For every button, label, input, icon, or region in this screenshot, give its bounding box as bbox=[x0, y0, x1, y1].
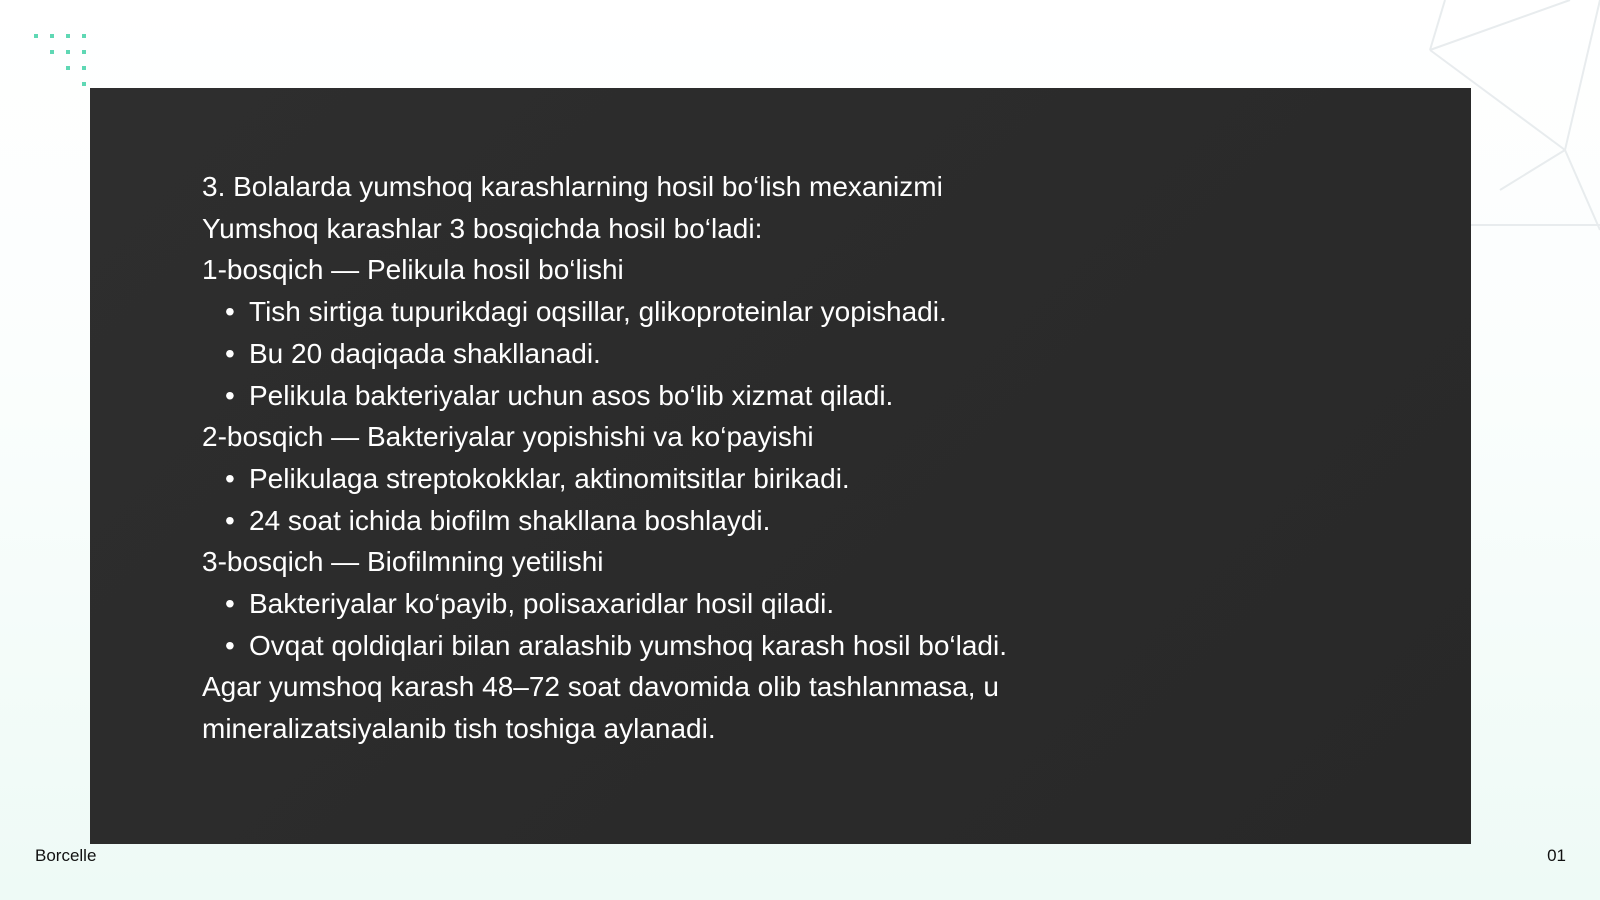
page-number: 01 bbox=[1547, 846, 1566, 865]
stage-2 bbox=[202, 416, 1202, 541]
bullet-item: • 24 soat ichida biofilm shakllana boshlaydi. bbox=[202, 500, 1202, 542]
stage-bullets bbox=[202, 583, 1202, 666]
stage-3 bbox=[202, 541, 1202, 666]
slide-conclusion: Agar yumshoq karash 48–72 soat davomida olib tashlanmasa, u mineralizatsiyalanib tish toshiga aylanadi. bbox=[202, 671, 999, 745]
bullet-item: • Pelikula bakteriyalar uchun asos bo‘lib xizmat qiladi. bbox=[202, 375, 1202, 417]
bullet-item: • Tish sirtiga tupurikdagi oqsillar, glikoproteinlar yopishadi. bbox=[202, 291, 1202, 333]
dot-grid-decoration bbox=[32, 32, 92, 92]
stage-bullets bbox=[202, 291, 1202, 416]
stage-title: 2-bosqich — Bakteriyalar yopishishi va ko‘payishi bbox=[202, 421, 814, 453]
stage-1 bbox=[202, 249, 1202, 416]
brand-name: Borcelle bbox=[35, 846, 97, 865]
stage-title: 3-bosqich — Biofilmning yetilishi bbox=[202, 546, 604, 578]
slide-content bbox=[202, 166, 1202, 750]
stage-title: 1-bosqich — Pelikula hosil bo‘lishi bbox=[202, 254, 624, 286]
bullet-item: • Bakteriyalar ko‘payib, polisaxaridlar hosil qiladi. bbox=[202, 583, 1202, 625]
bullet-item: • Pelikulaga streptokokklar, aktinomitsitlar birikadi. bbox=[202, 458, 1202, 500]
content-panel bbox=[90, 88, 1471, 844]
bullet-item: • Ovqat qoldiqlari bilan aralashib yumshoq karash hosil bo‘ladi. bbox=[202, 625, 1202, 667]
slide-heading: 3. Bolalarda yumshoq karashlarning hosil bo‘lish mexanizmi bbox=[202, 171, 943, 202]
stage-bullets bbox=[202, 458, 1202, 541]
slide-intro: Yumshoq karashlar 3 bosqichda hosil bo‘ladi: bbox=[202, 212, 763, 244]
bullet-item: • Bu 20 daqiqada shakllanadi. bbox=[202, 333, 1202, 375]
